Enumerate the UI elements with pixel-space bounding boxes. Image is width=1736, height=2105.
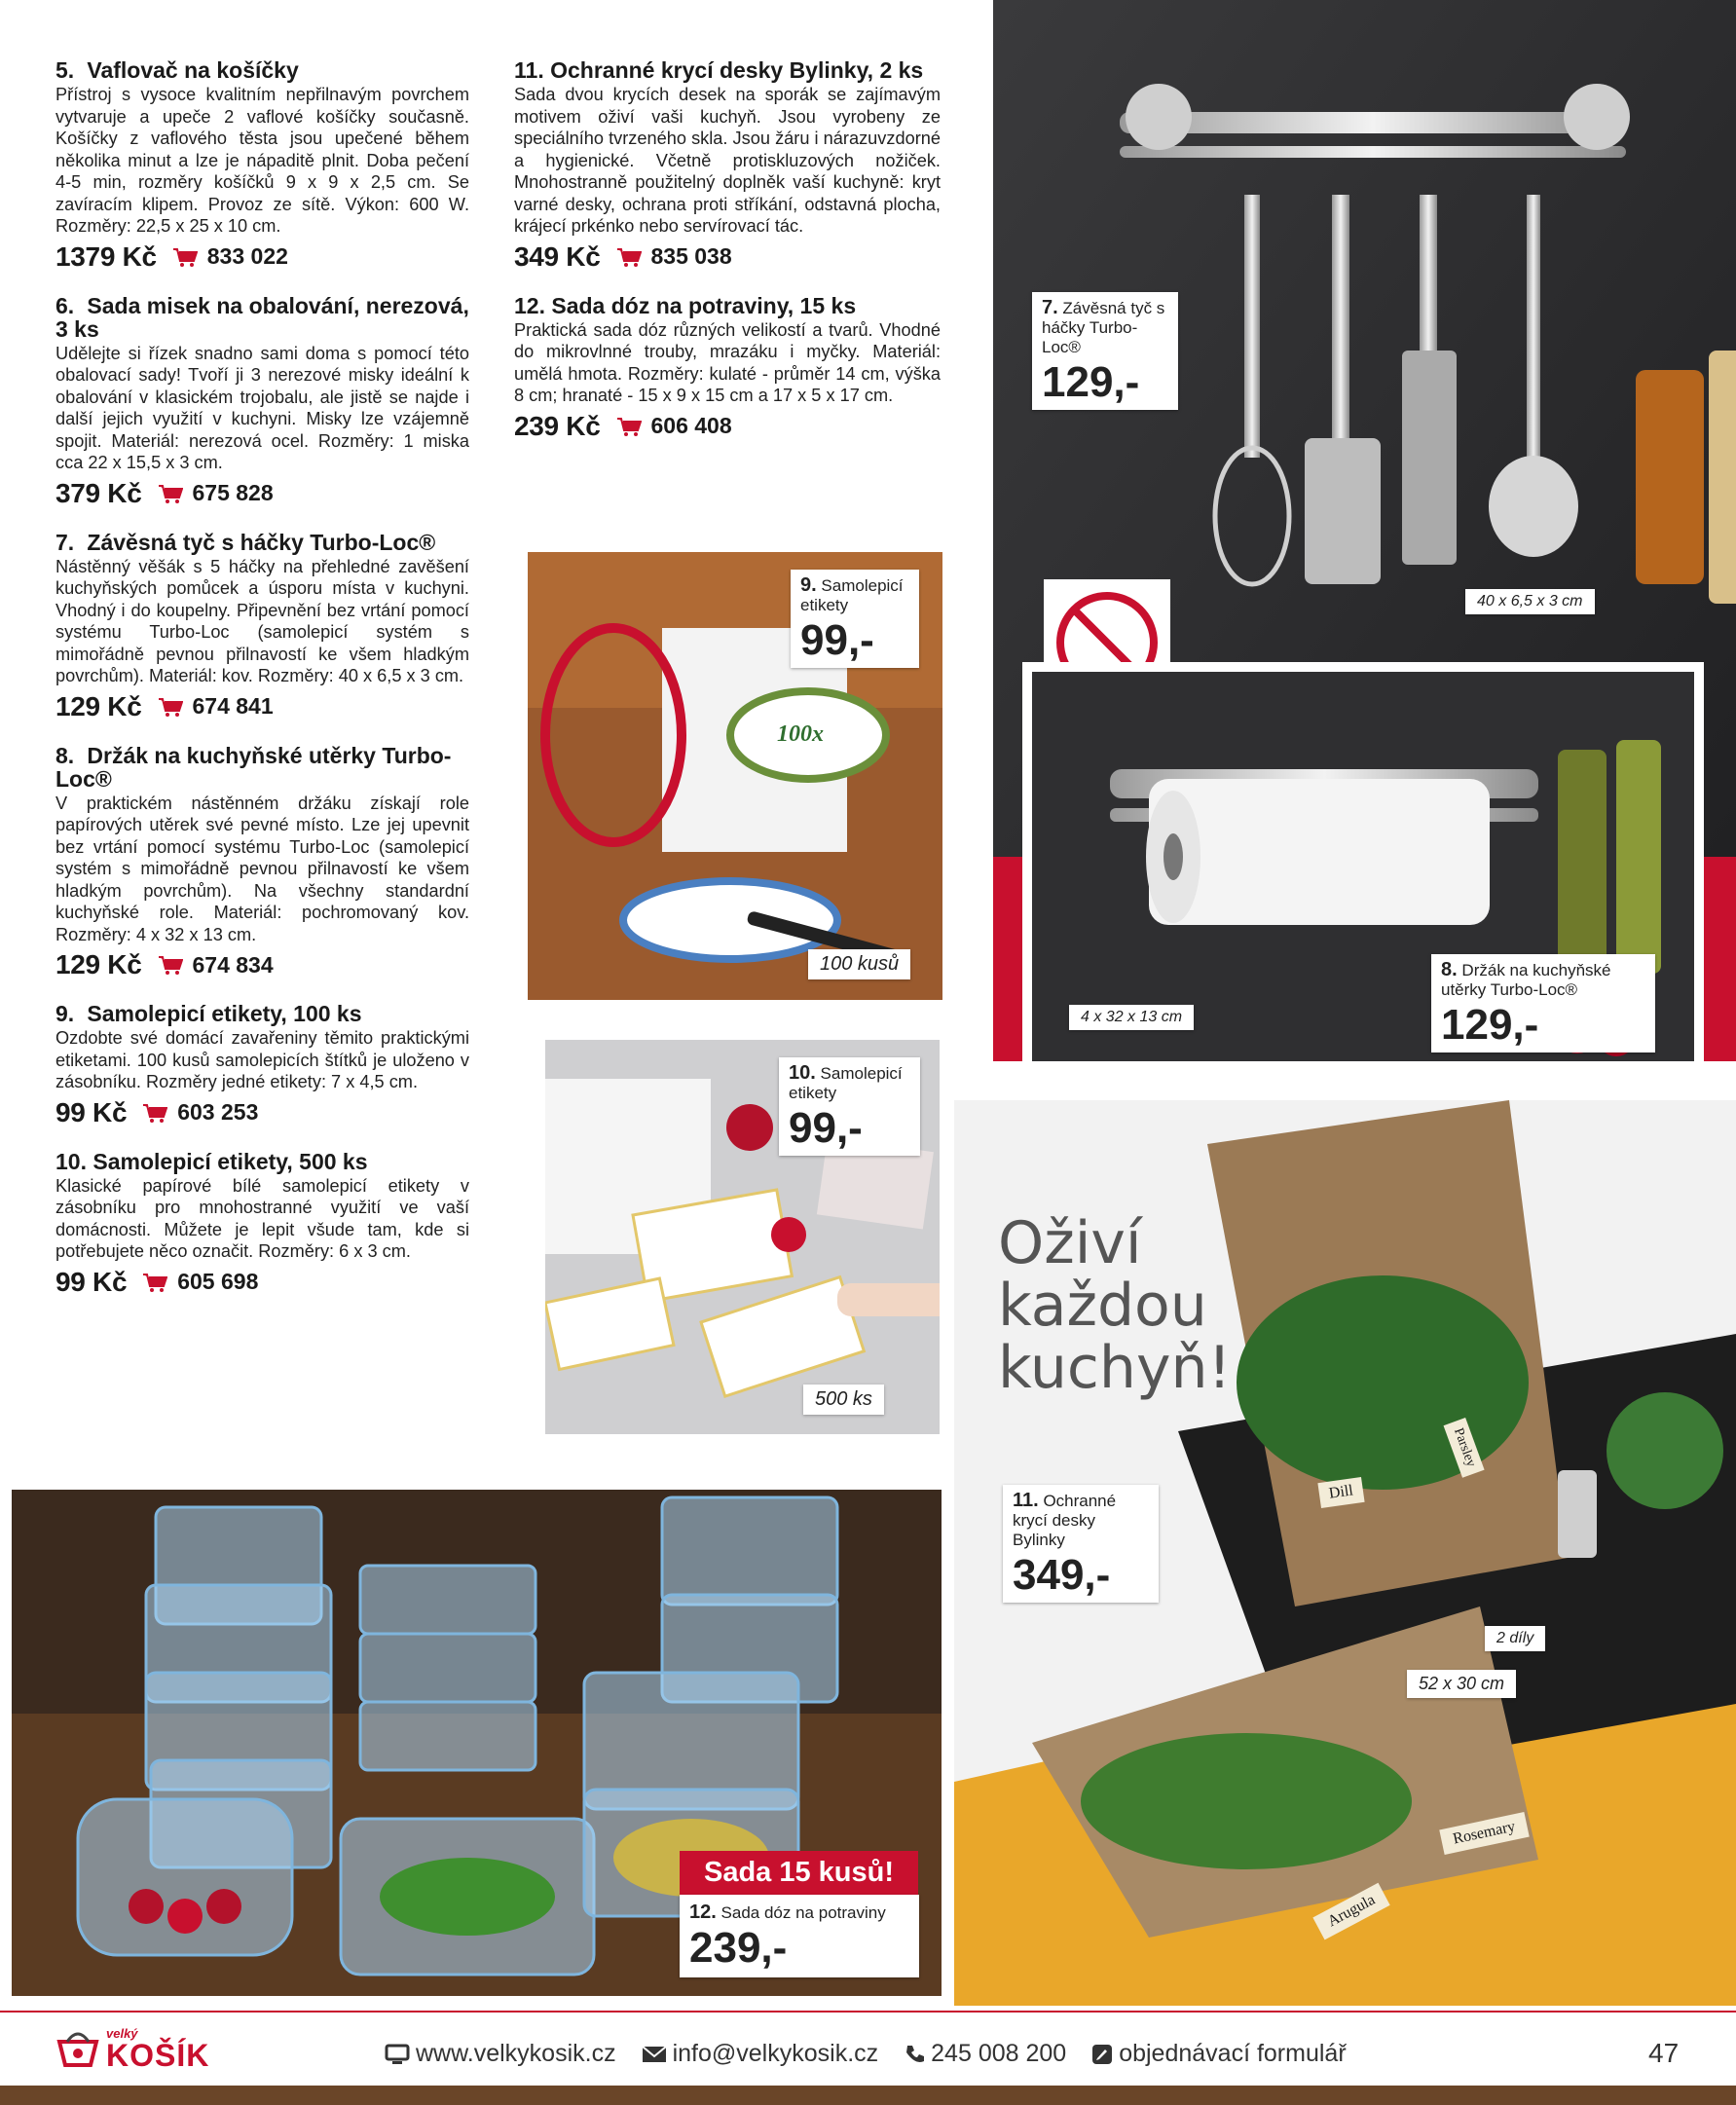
- email-text: info@velkykosik.cz: [672, 2040, 879, 2067]
- cart-icon[interactable]: [616, 247, 642, 267]
- product-number: 8.: [55, 742, 75, 768]
- website-link[interactable]: [385, 2040, 616, 2068]
- order-code: 605 698: [177, 1269, 259, 1294]
- quantity-label-9: 100 kusů: [808, 949, 910, 979]
- slogan: [998, 1209, 1232, 1402]
- footer: [0, 2011, 1736, 2105]
- product-number: 12.: [514, 292, 545, 318]
- product-entry: [55, 58, 469, 273]
- product-description: Praktická sada dóz různých velikostí a tvarů. Vhodné do mikrovlnné trouby, mrazáku i myčky. Materiál: umělá hmota. Rozměry: kulaté - průměr 14 cm, výška 8 cm; hranaté - 15 x 9 x 15 cm a 17 x 5 x 17 cm.: [514, 319, 941, 405]
- parts-label-11: 2 díly: [1485, 1626, 1545, 1651]
- order-code: 835 038: [650, 243, 732, 269]
- product-description: V praktickém nástěnném držáku získají role papírových utěrek své pevné místo. Lze jej upevnit bez vrtání pomocí systému Turbo-Loc (samolepicí systém s mimořádně pevnou přilnavostí ke všem hladkým povrchům). Na všechny standardní kuchyňské role. Materiál: pochromovaný kov. Rozměry: 4 x 32 x 13 cm.: [55, 793, 469, 944]
- product-number: 6.: [55, 292, 75, 318]
- phone-icon: [904, 2044, 925, 2065]
- product-price: 99 Kč: [55, 1266, 128, 1297]
- tag-product-8: 8. Držák na kuchyňské utěrky Turbo-Loc® 129,-: [1431, 954, 1655, 1052]
- logo[interactable]: [54, 2024, 209, 2073]
- computer-icon: [385, 2044, 410, 2065]
- product-name: Samolepicí etikety, 100 ks: [87, 1001, 362, 1026]
- product-entry: [55, 1150, 469, 1298]
- price-row: [514, 411, 941, 442]
- middle-product-column: [514, 58, 941, 463]
- herb-label-rosemary: Rosemary: [1439, 1812, 1529, 1855]
- product-number: 9.: [55, 1001, 75, 1026]
- product-entry: [514, 58, 941, 273]
- email-link[interactable]: [642, 2040, 879, 2068]
- herb-label-arugula: Arugula: [1312, 1883, 1390, 1940]
- logo-big-text: KOŠÍK: [106, 2037, 210, 2073]
- product-title: [55, 294, 469, 341]
- price-row: [55, 691, 469, 722]
- price-row: [55, 241, 469, 273]
- order-code: 675 828: [192, 480, 274, 505]
- product-name: Držák na kuchyňské utěrky Turbo-Loc®: [55, 742, 452, 792]
- tag-product-7: 7. Závěsná tyč s háčky Turbo-Loc® 129,-: [1032, 292, 1178, 410]
- order-form-icon: [1091, 2044, 1113, 2065]
- product-title: [55, 744, 469, 791]
- cart-icon[interactable]: [158, 955, 183, 975]
- product-title: [55, 1002, 469, 1025]
- product-description: Sada dvou krycích desek na sporák se zajímavým motivem oživí vaši kuchyň. Jsou vyrobeny ze speciálního tvrzeného skla. Jsou žáru i nárazuvzdorné a hygienické. Včetně protiskluzových nožiček. Mnohostranně použitelný doplněk vaší kuchyně: kryt varné desky, ochrana proti stříkání, odstavná plocha, krájecí prkénko nebo servírovací tác.: [514, 85, 941, 236]
- product-description: Udělejte si řízek snadno sami doma s pomocí této obalovací sady! Tvoří ji 3 nerezové misky ideální k obalování v klasickém trojobalu, ale jistě se najde i další jejich využití v kuchyni. Misky lze vzájemně spojit. Materiál: nerezová ocel. Rozměry: 1 miska cca 22 x 15,5 x 3 cm.: [55, 343, 469, 472]
- tag-product-11: 11. Ochranné krycí desky Bylinky 349,-: [1003, 1485, 1159, 1603]
- product-title: [55, 531, 469, 554]
- product-name: Ochranné krycí desky Bylinky, 2 ks: [550, 57, 924, 83]
- price-row: [514, 241, 941, 273]
- cart-icon[interactable]: [158, 484, 183, 503]
- product-entry: [55, 294, 469, 509]
- product-entry: [55, 744, 469, 981]
- dimension-label-7: 40 x 6,5 x 3 cm: [1465, 589, 1595, 614]
- product-price: 349 Kč: [514, 240, 601, 272]
- product-price: 1379 Kč: [55, 240, 157, 272]
- product-entry: [55, 531, 469, 722]
- product-name: Sada dóz na potraviny, 15 ks: [551, 292, 857, 318]
- product-description: Klasické papírové bílé samolepicí etikety v zásobníku pro mnohostranné využití ve vaší domácnosti. Můžete je lepit všude tam, kde si potřebujete něco označit. Rozměry: 6 x 3 cm.: [55, 1175, 469, 1261]
- product-name: Samolepicí etikety, 500 ks: [92, 1148, 368, 1174]
- order-code: 833 022: [206, 243, 288, 269]
- price-row: [55, 1097, 469, 1128]
- product-entry: [514, 294, 941, 442]
- cart-icon[interactable]: [172, 247, 198, 267]
- basket-logo-icon: [54, 2024, 102, 2073]
- product-title: [514, 58, 941, 82]
- website-text: www.velkykosik.cz: [416, 2040, 616, 2067]
- product-price: 99 Kč: [55, 1096, 128, 1127]
- left-product-column: [55, 58, 469, 1319]
- logo-small-text: velký: [106, 2025, 138, 2041]
- slogan-line-1: Oživí: [998, 1209, 1142, 1277]
- slogan-line-3: kuchyň!: [998, 1334, 1232, 1402]
- product-name: Sada misek na obalování, nerezová, 3 ks: [55, 292, 469, 342]
- dimension-label-8: 4 x 32 x 13 cm: [1069, 1005, 1194, 1030]
- product-title: [514, 294, 941, 317]
- herb-boards-photo: [954, 1100, 1736, 2006]
- product-name: Závěsná tyč s háčky Turbo-Loc®: [87, 529, 436, 555]
- labels-500-photo: [545, 1040, 940, 1434]
- price-row: [55, 949, 469, 980]
- cart-icon[interactable]: [616, 417, 642, 436]
- order-form-link[interactable]: [1091, 2040, 1346, 2068]
- cart-icon[interactable]: [142, 1103, 167, 1123]
- banner-set-15: Sada 15 kusů!: [680, 1851, 918, 1895]
- product-number: 5.: [55, 57, 75, 83]
- product-entry: [55, 1002, 469, 1128]
- product-price: 239 Kč: [514, 410, 601, 441]
- product-number: 10.: [55, 1148, 87, 1174]
- tag-product-10: 10. Samolepicí etikety 99,-: [779, 1057, 920, 1156]
- product-price: 129 Kč: [55, 690, 142, 721]
- dimension-label-11: 52 x 30 cm: [1407, 1670, 1516, 1698]
- food-containers-photo: [0, 1478, 949, 2009]
- product-name: Vaflovač na košíčky: [87, 57, 299, 83]
- product-description: Přístroj s vysoce kvalitním nepřilnavým povrchem vytvaruje a upeče 2 vaflové košíčky současně. Košíčky z vaflového těsta jsou upečené během několika minut a lze je nápaditě plnit. Doba pečení 4-5 min, rozměry košíčků 9 x 9 x 2,5 cm. Se zavíracím klipem. Provoz ze sítě. Výkon: 600 W. Rozměry: 22,5 x 25 x 10 cm.: [55, 85, 469, 236]
- order-code: 674 834: [192, 951, 274, 978]
- product-description: Ozdobte své domácí zavařeniny těmito praktickými etiketami. 100 kusů samolepicích štítků je uloženo v zásobníku. Rozměry jedné etikety: 7 x 4,5 cm.: [55, 1028, 469, 1091]
- envelope-icon: [642, 2045, 667, 2064]
- kitchen-rail-illustration: [993, 0, 1736, 1061]
- order-form-text: objednávací formulář: [1119, 2040, 1347, 2067]
- herb-label-parsley: Parsley: [1444, 1418, 1485, 1478]
- order-code: 606 408: [650, 413, 732, 438]
- cart-icon[interactable]: [158, 697, 183, 717]
- tag-product-12: 12. Sada dóz na potraviny 239,-: [680, 1895, 919, 1977]
- slogan-line-2: každou: [998, 1272, 1207, 1340]
- price-row: [55, 1267, 469, 1298]
- quantity-label-10: 500 ks: [803, 1385, 884, 1415]
- product-number: 7.: [55, 529, 75, 555]
- order-code: 603 253: [177, 1099, 259, 1125]
- labels-100-photo: [516, 540, 954, 1006]
- phone-text: 245 008 200: [931, 2040, 1067, 2067]
- price-row: [55, 478, 469, 509]
- cart-icon[interactable]: [142, 1273, 167, 1292]
- page-number: 47: [1648, 2038, 1680, 2068]
- product-price: 379 Kč: [55, 477, 142, 508]
- product-title: [55, 58, 469, 82]
- herb-label-dill: Dill: [1317, 1477, 1364, 1508]
- kitchen-rail-photo: [993, 0, 1736, 1061]
- product-description: Nástěnný věšák s 5 háčky na přehledné zavěšení kuchyňských pomůcek a úsporu místa v kuchyni. Vhodný i do koupelny. Připevnění bez vrtání pomocí systému Turbo-Loc (samolepicí systém s mimořádně pevnou přilnavostí ke všem hladkým povrchům). Materiál: kov. Rozměry: 40 x 6,5 x 3 cm.: [55, 556, 469, 685]
- product-price: 129 Kč: [55, 949, 142, 979]
- product-title: [55, 1150, 469, 1173]
- order-code: 674 841: [192, 693, 274, 719]
- product-number: 11.: [514, 57, 544, 83]
- phone-link[interactable]: [904, 2040, 1066, 2068]
- labels-box-text: 100x: [777, 721, 824, 747]
- tag-product-9: 9. Samolepicí etikety 99,-: [791, 570, 919, 668]
